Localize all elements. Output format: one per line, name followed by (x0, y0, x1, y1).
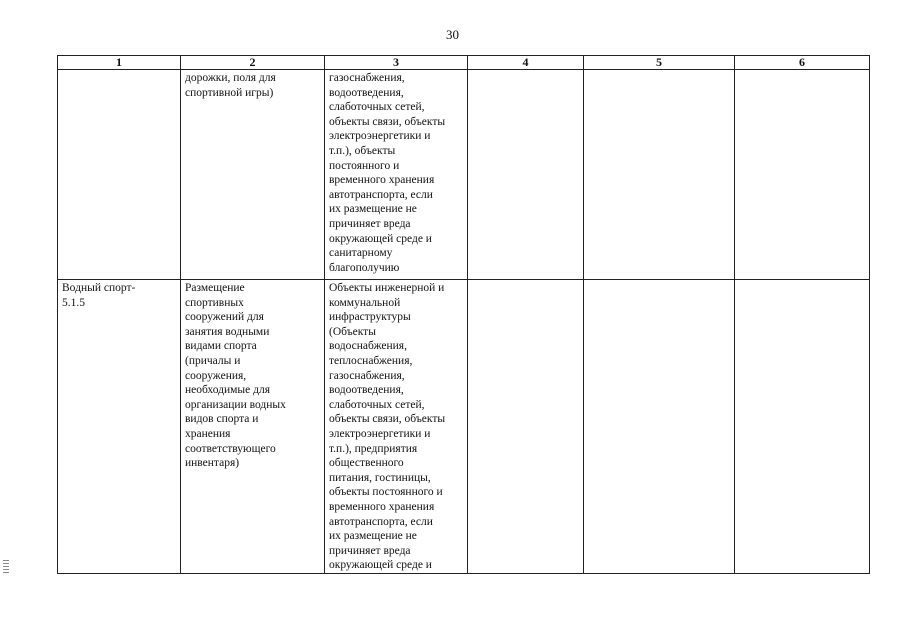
zoning-table (57, 55, 870, 574)
header-col-6: 6 (735, 56, 870, 70)
cell-col-6 (735, 280, 870, 574)
cell-use-name: Водный спорт- 5.1.5 (58, 280, 181, 574)
scan-edge-mark (3, 560, 9, 574)
cell-col-6 (735, 70, 870, 280)
cell-col-5 (584, 70, 735, 280)
cell-col-4 (468, 280, 584, 574)
table-row (58, 280, 870, 574)
header-col-2: 2 (181, 56, 325, 70)
table-row (58, 70, 870, 280)
header-col-3: 3 (325, 56, 468, 70)
cell-use-name (58, 70, 181, 280)
header-col-5: 5 (584, 56, 735, 70)
cell-col-4 (468, 70, 584, 280)
cell-use-description: Размещение спортивных сооружений для занятия водными видами спорта (причалы и сооружения, необходимые для организации водных видов спорта и хранения соответствующего инвентаря) (181, 280, 325, 574)
header-col-4: 4 (468, 56, 584, 70)
header-col-1: 1 (58, 56, 181, 70)
cell-use-description: дорожки, поля для спортивной игры) (181, 70, 325, 280)
cell-col-5 (584, 280, 735, 574)
page-number: 30 (446, 27, 459, 42)
cell-auxiliary-uses: газоснабжения, водоотведения, слаботочных сетей, объекты связи, объекты электроэнергетики и т.п.), объекты постоянного и временного хранения автотранспорта, если их размещение не причиняет вреда окружающей среде и санитарному благополучию (325, 70, 468, 280)
cell-auxiliary-uses: Объекты инженерной и коммунальной инфраструктуры (Объекты водоснабжения, теплоснабжения, газоснабжения, водоотведения, слаботочных сетей, объекты связи, объекты электроэнергетики и т.п.), предприятия общественного питания, гостиницы, объекты постоянного и временного хранения автотранспорта, если их размещение не причиняет вреда окружающей среде и (325, 280, 468, 574)
table-header-row (58, 56, 870, 70)
